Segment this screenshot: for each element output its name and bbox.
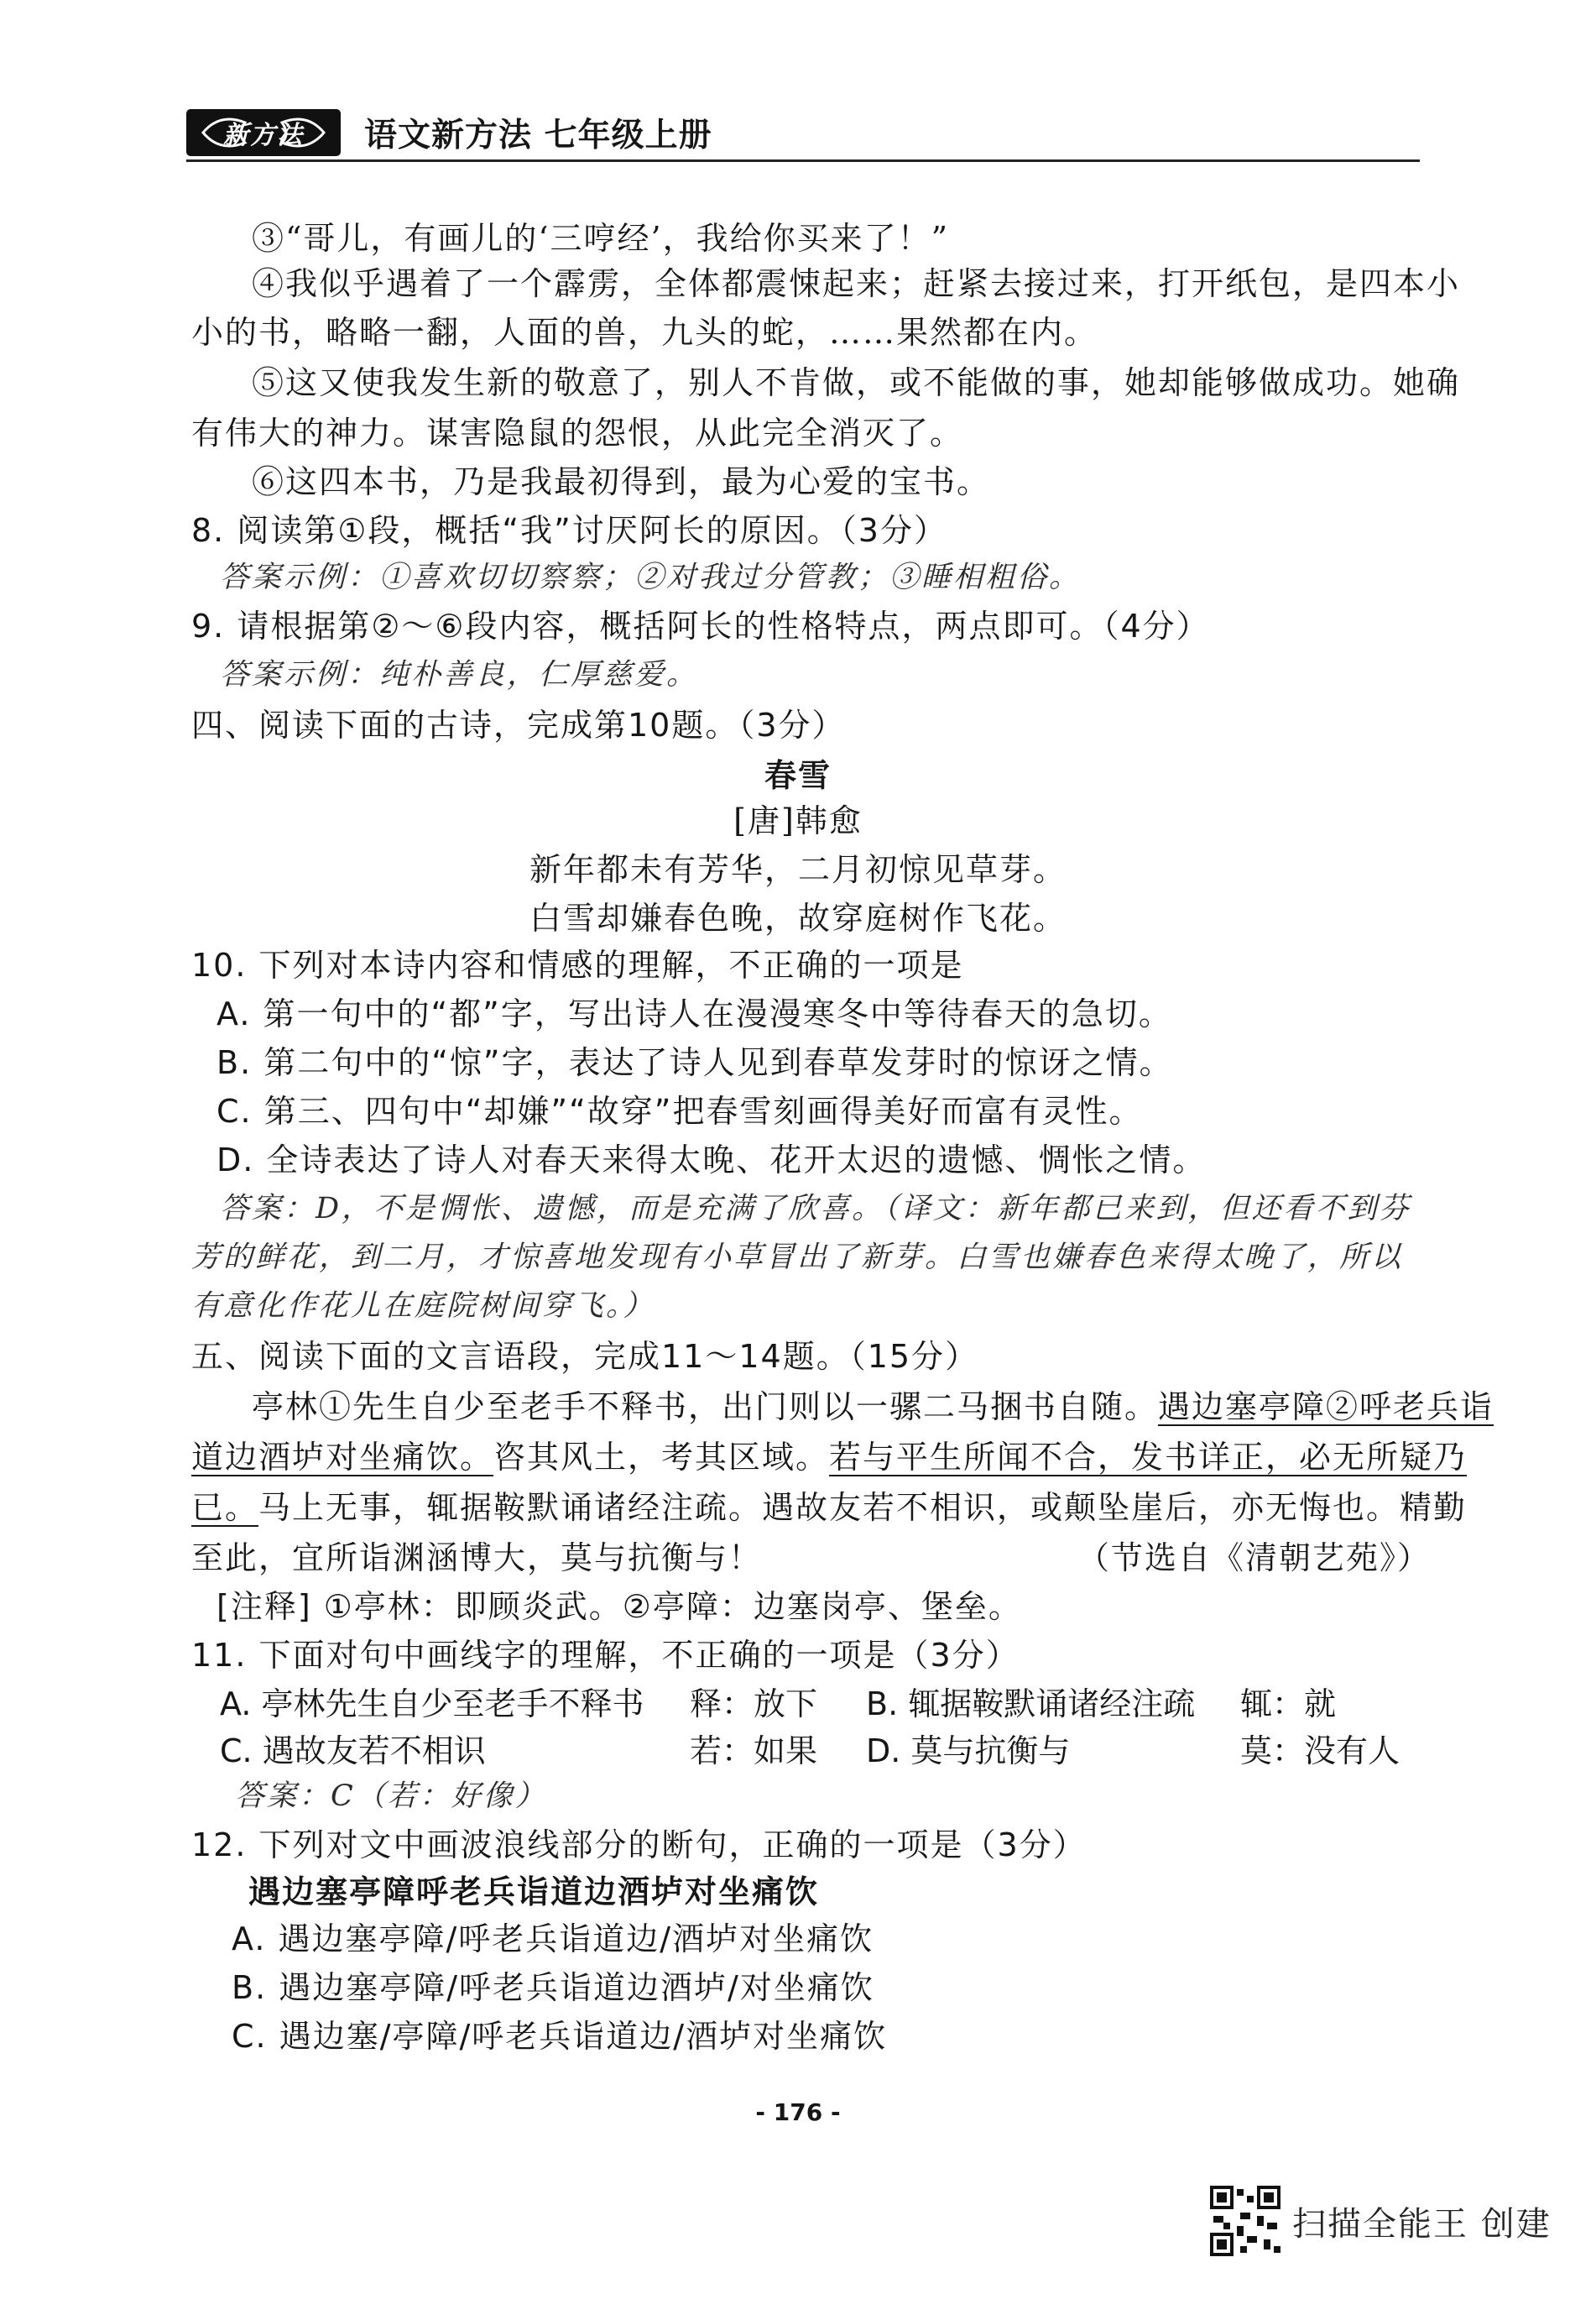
question-11-option-c: C. 遇故友若不相识 (220, 1732, 486, 1769)
page-number: - 176 - (755, 2098, 841, 2126)
paragraph-3: ③“哥儿，有画儿的‘三哼经’，我给你买来了！” (252, 220, 950, 257)
paragraph-5-line-2: 有伟大的神力。谋害隐鼠的怨恨，从此完全消灭了。 (191, 415, 964, 452)
classical-text-line-3 (191, 1486, 1467, 1529)
classical-text-line-1 (252, 1385, 1494, 1429)
question-8-answer: 答案示例：①喜欢切切察察；②对我过分管教；③睡相粗俗。 (220, 561, 1082, 594)
paragraph-4-line-1: ④我似乎遇着了一个霹雳，全体都震悚起来；赶紧去接过来，打开纸包，是四本小 (252, 265, 1461, 302)
text-source: （节选自《清朝艺苑》） (1077, 1539, 1432, 1576)
page-header (186, 107, 1420, 158)
annotations: [注释] ①亭林：即顾炎武。②亭障：边塞岗亭、堡垒。 (216, 1588, 1022, 1625)
poem-line-2: 白雪却嫌春色晚，故穿庭树作飞花。 (529, 900, 1067, 937)
series-logo (186, 109, 341, 156)
poem-title: 春雪 (764, 757, 832, 794)
logo-text: 新方法 (223, 121, 304, 150)
question-10-option-d: D. 全诗表达了诗人对春天来得太晚、花开太迟的遗憾、惆怅之情。 (216, 1142, 1207, 1178)
question-11: 11. 下面对句中画线字的理解，不正确的一项是（3分） (191, 1637, 1020, 1674)
question-11-option-a-gloss: 释：放下 (690, 1685, 818, 1722)
question-11-option-c-gloss: 若：如果 (690, 1732, 818, 1769)
classical-text-segment: 亭林①先生自少至老手不释书，出门则以一骡二马捆书自随。 (252, 1388, 1159, 1425)
question-12-sentence: 遇边塞亭障呼老兵诣道边酒垆对坐痛饮 (248, 1873, 820, 1910)
question-11-answer: 答案：C（若：好像） (235, 1779, 547, 1813)
wavy-underlined-segment: 遇边塞亭障②呼老兵诣 (1158, 1388, 1494, 1425)
underlined-sentence: 已。 (191, 1489, 259, 1526)
question-10: 10. 下列对本诗内容和情感的理解，不正确的一项是 (191, 947, 964, 984)
scanner-watermark (1210, 2186, 1552, 2256)
classical-text-line-2 (191, 1435, 1467, 1479)
paragraph-6: ⑥这四本书，乃是我最初得到，最为心爱的宝书。 (252, 463, 991, 500)
paragraph-4-line-2: 小的书，略略一翻，人面的兽，九头的蛇，……果然都在内。 (191, 314, 1098, 351)
question-8: 8. 阅读第①段，概括“我”讨厌阿长的原因。（3分） (191, 512, 947, 549)
classical-text-segment: 咨其风土，考其区域。 (493, 1439, 830, 1476)
underlined-sentence: 若与平生所闻不合，发书详正，必无所疑乃 (829, 1439, 1468, 1476)
question-12: 12. 下列对文中画波浪线部分的断句，正确的一项是（3分） (191, 1826, 1087, 1863)
classical-text-segment: 马上无事，辄据鞍默诵诸经注疏。遇故友若不相识，或颠坠崖后，亦无悔也。精勤 (258, 1489, 1468, 1526)
poem-author: [唐]韩愈 (733, 802, 863, 839)
question-11-option-d-gloss: 莫：没有人 (1240, 1732, 1400, 1769)
question-11-option-a: A. 亭林先生自少至老手不释书 (220, 1685, 644, 1722)
question-11-options-row-1 (220, 1682, 1336, 1726)
wavy-underlined-segment: 道边酒垆对坐痛饮。 (191, 1439, 494, 1476)
question-11-options-row-2 (220, 1729, 1400, 1773)
header-divider (186, 159, 1420, 162)
question-11-option-b: B. 辄据鞍默诵诸经注疏 (866, 1685, 1196, 1722)
question-10-option-b: B. 第二句中的“惊”字，表达了诗人见到春草发芽时的惊讶之情。 (216, 1044, 1173, 1081)
question-12-option-a: A. 遇边塞亭障/呼老兵诣道边/酒垆对坐痛饮 (232, 1920, 874, 1957)
section-5-heading: 五、阅读下面的文言语段，完成11～14题。（15分） (191, 1338, 979, 1375)
question-10-option-c: C. 第三、四句中“却嫌”“故穿”把春雪刻画得美好而富有灵性。 (216, 1093, 1143, 1130)
question-12-option-b: B. 遇边塞亭障/呼老兵诣道边酒垆/对坐痛饮 (232, 1969, 874, 2006)
book-title: 语文新方法 七年级上册 (364, 117, 712, 154)
question-10-option-a: A. 第一句中的“都”字，写出诗人在漫漫寒冬中等待春天的急切。 (216, 995, 1172, 1032)
qr-code-icon (1210, 2186, 1280, 2256)
question-11-option-b-gloss: 辄：就 (1240, 1685, 1337, 1722)
paragraph-5-line-1: ⑤这又使我发生新的敬意了，别人不肯做，或不能做的事，她却能够做成功。她确 (252, 364, 1461, 401)
question-10-answer-line-1: 答案：D，不是惆怅、遗憾，而是充满了欣喜。（译文：新年都已来到，但还看不到芬 (220, 1192, 1411, 1225)
question-9: 9. 请根据第②～⑥段内容，概括阿长的性格特点，两点即可。（4分） (191, 608, 1210, 645)
question-11-option-d: D. 莫与抗衡与 (866, 1732, 1071, 1769)
question-10-answer-line-3: 有意化作花儿在庭院树间穿飞。） (191, 1289, 655, 1323)
poem-line-1: 新年都未有芳华，二月初惊见草芽。 (529, 851, 1067, 888)
section-4-heading: 四、阅读下面的古诗，完成第10题。（3分） (191, 707, 846, 744)
question-9-answer: 答案示例：纯朴善良，仁厚慈爱。 (220, 658, 699, 692)
classical-text-line-4: 至此，宜所诣渊涵博大，莫与抗衡与！ (191, 1539, 763, 1576)
question-12-option-c: C. 遇边塞/亭障/呼老兵诣道边/酒垆对坐痛饮 (232, 2018, 888, 2055)
scanner-text: 扫描全能王 创建 (1292, 2204, 1552, 2244)
question-10-answer-line-2: 芳的鲜花，到二月，才惊喜地发现有小草冒出了新芽。白雪也嫌春色来得太晚了，所以 (191, 1241, 1404, 1274)
